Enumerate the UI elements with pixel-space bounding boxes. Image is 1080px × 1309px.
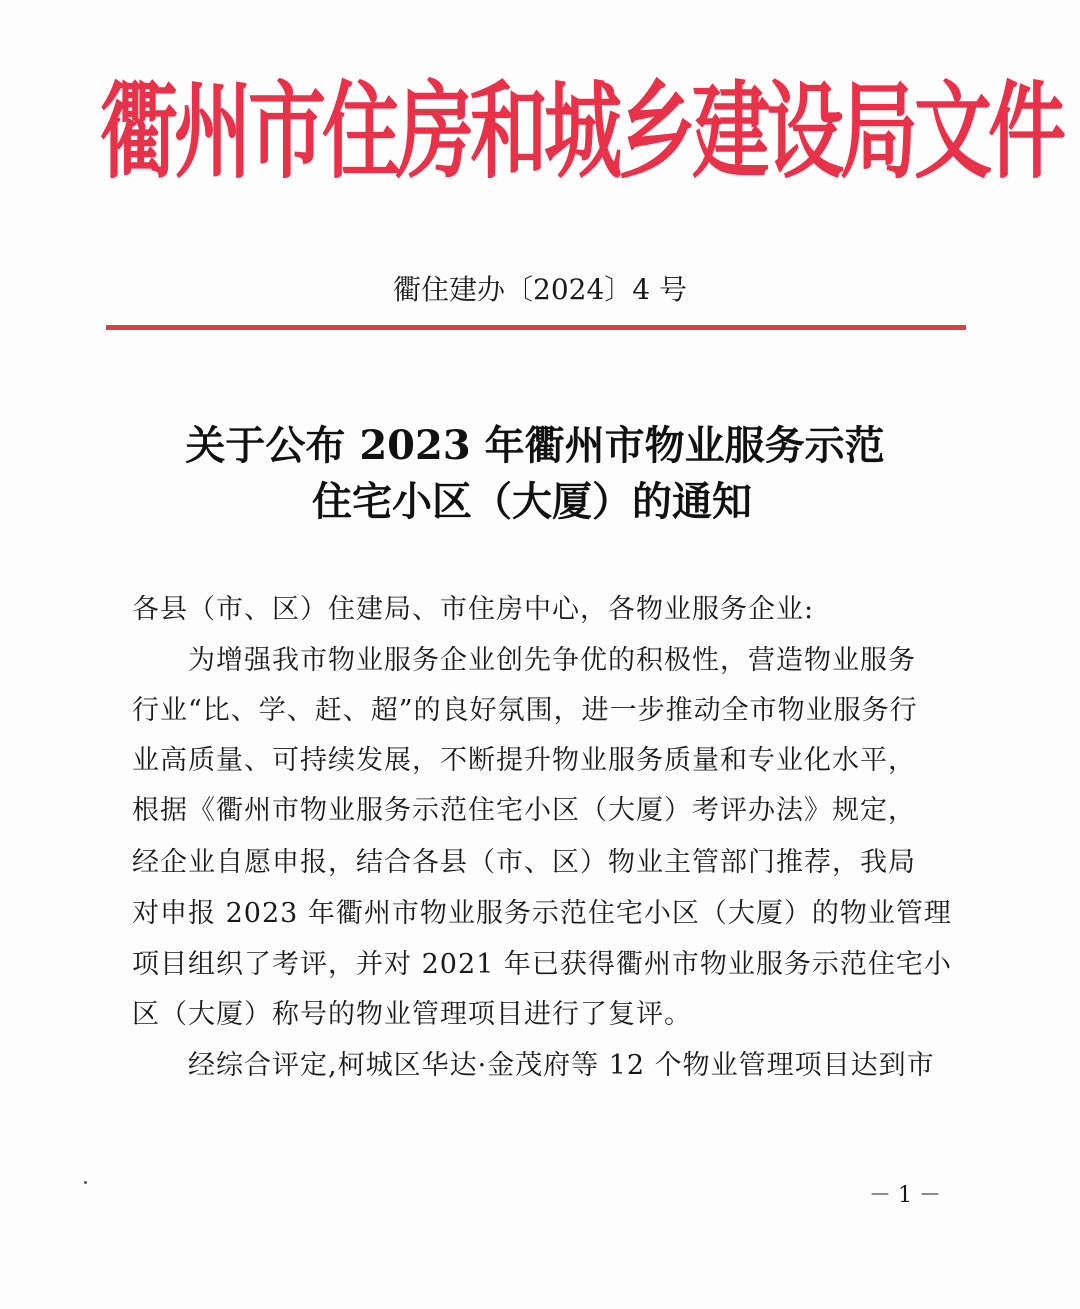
body-line: 经综合评定,柯城区华达·金茂府等 12 个物业管理项目达到市 [188, 1050, 935, 1081]
scan-speck [84, 1181, 87, 1184]
notice-title-line-1: 关于公布 2023 年衢州市物业服务示范 [185, 422, 885, 469]
red-divider-line [106, 325, 966, 330]
addressee-line: 各县（市、区）住建局、市住房中心，各物业服务企业: [132, 594, 815, 625]
body-line: 为增强我市物业服务企业创先争优的积极性，营造物业服务 [188, 645, 916, 676]
document-number: 衢住建办〔2024〕4 号 [393, 273, 687, 306]
masthead-title: 衢州市住房和城乡建设局文件 [100, 72, 1063, 194]
body-line: 经企业自愿申报，结合各县（市、区）物业主管部门推荐，我局 [132, 847, 916, 878]
body-line: 根据《衢州市物业服务示范住宅小区（大厦）考评办法》规定， [132, 795, 916, 826]
body-line: 对申报 2023 年衢州市物业服务示范住宅小区（大厦）的物业管理 [132, 898, 952, 929]
body-line: 项目组织了考评，并对 2021 年已获得衢州市物业服务示范住宅小 [132, 949, 952, 980]
body-line: 业高质量、可持续发展，不断提升物业服务质量和专业化水平， [132, 745, 916, 776]
page-number: － 1 － [869, 1183, 941, 1208]
body-line: 行业“比、学、赶、超”的良好氛围，进一步推动全市物业服务行 [132, 695, 918, 726]
notice-title-line-2: 住宅小区（大厦）的通知 [312, 478, 752, 525]
body-line: 区（大厦）称号的物业管理项目进行了复评。 [132, 999, 692, 1030]
